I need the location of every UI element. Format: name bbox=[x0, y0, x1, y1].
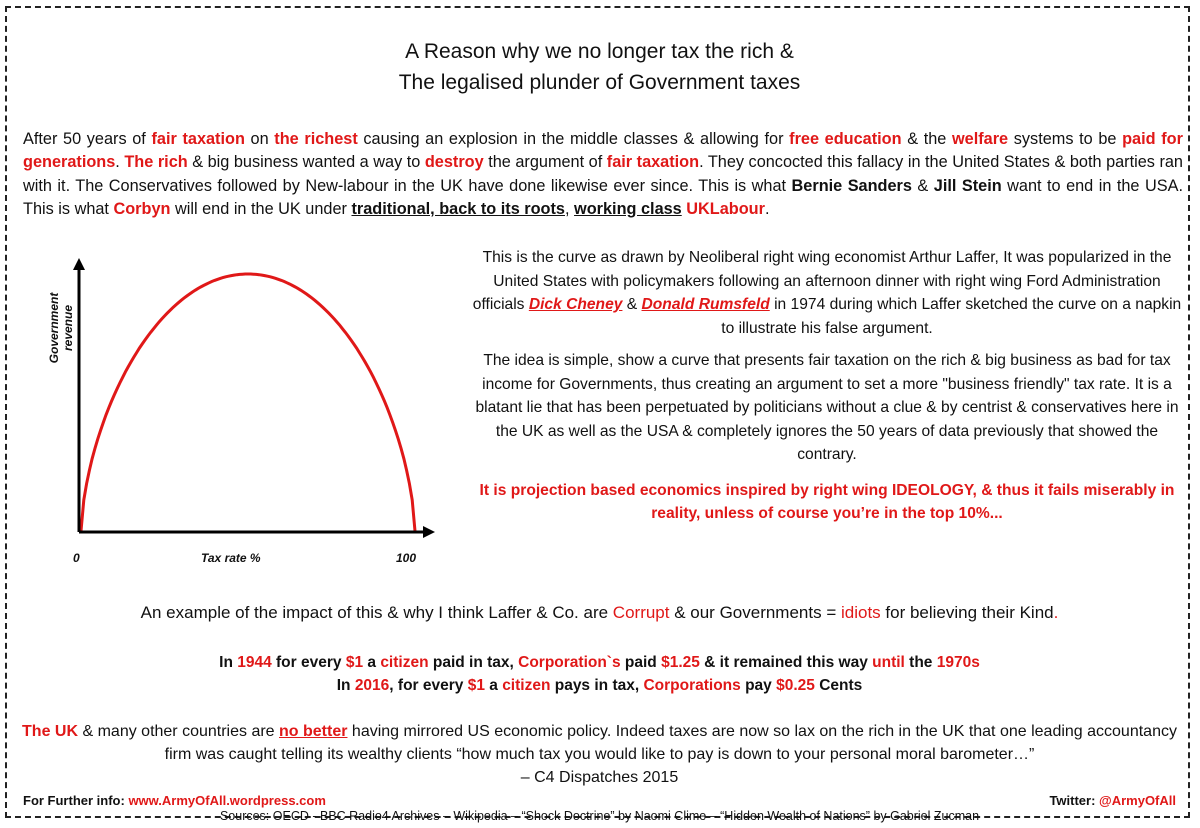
text: on bbox=[244, 130, 275, 148]
emphasis: $1.25 bbox=[661, 654, 700, 671]
name-link: Dick Cheney bbox=[528, 296, 623, 313]
page-title bbox=[7, 36, 1192, 98]
chart-svg bbox=[29, 254, 449, 574]
title-line-2: The legalised plunder of Government taxes bbox=[398, 71, 801, 94]
closing-attribution: – C4 Dispatches 2015 bbox=[520, 769, 679, 786]
text: want to end in the USA. This is what bbox=[23, 176, 1183, 218]
sources-line: Sources: OECD - BBC Radio4 Archives – Wikipedia – “Shock Doctrine” by Naomi Clime – “Hidden Wealth of Nations” by Gabriel Zucman bbox=[219, 809, 980, 823]
text: This is the curve as drawn by Neoliberal right wing economist Arthur Laffer, It was popularized in the United States with policymakers following an afternoon dinner with right wing Ford Administration officials bbox=[472, 249, 1172, 313]
text: . They concocted this fallacy in the United States & both parties ran with it. The Conservatives followed by New-labour in the UK have done likewise ever since. This is what bbox=[23, 153, 1183, 195]
x-axis-label: Tax rate % bbox=[201, 551, 261, 565]
y-axis-arrow bbox=[73, 258, 85, 270]
title-line-1: A Reason why we no longer tax the rich & bbox=[405, 40, 794, 63]
text: a bbox=[484, 677, 503, 694]
emphasis: destroy bbox=[424, 153, 484, 172]
emphasis: 1970s bbox=[936, 654, 980, 671]
emphasis: no better bbox=[279, 723, 348, 740]
text: & bbox=[911, 176, 934, 195]
text: the argument of bbox=[483, 153, 607, 172]
text: In bbox=[219, 654, 238, 671]
tax-comparison bbox=[7, 651, 1192, 697]
text: . bbox=[764, 199, 770, 218]
example-heading bbox=[7, 603, 1192, 623]
text: a bbox=[363, 654, 381, 671]
emphasis: The rich bbox=[124, 153, 188, 172]
emphasis: fair taxation bbox=[606, 153, 700, 172]
text: paid in tax, bbox=[428, 654, 519, 671]
text: paid bbox=[620, 654, 662, 671]
y-axis-label: Government revenue bbox=[47, 292, 75, 364]
text: for every bbox=[271, 654, 346, 671]
emphasis: . bbox=[1053, 603, 1059, 622]
text: for believing their Kind bbox=[880, 603, 1054, 622]
laffer-curve-chart bbox=[29, 254, 449, 574]
stat-line-2016 bbox=[7, 674, 1192, 697]
text: , bbox=[564, 199, 575, 218]
emphasis: Corporation`s bbox=[518, 654, 621, 671]
text: & many other countries are bbox=[78, 723, 280, 740]
emphasis: welfare bbox=[952, 130, 1009, 148]
emphasis: fair taxation bbox=[151, 130, 245, 148]
text: pays in tax, bbox=[550, 677, 644, 694]
text: & it remained this way bbox=[699, 654, 873, 671]
x-tick-0: 0 bbox=[73, 551, 80, 565]
text: & the bbox=[901, 130, 952, 148]
emphasis: UKLabour bbox=[686, 199, 765, 218]
text: in 1974 during which Laffer sketched the curve on a napkin to illustrate his false argument. bbox=[721, 296, 1182, 337]
text: will end in the UK under bbox=[170, 199, 352, 218]
emphasis: $1 bbox=[467, 677, 485, 694]
text: & big business wanted a way to bbox=[187, 153, 425, 172]
underlined-text: traditional, back to its roots bbox=[351, 199, 565, 218]
text: & bbox=[622, 296, 642, 313]
idea-paragraph: The idea is simple, show a curve that presents fair taxation on the rich & big business as bad for tax income for Governments, thus creating an argument to set a more "business friendly" tax rate. It is a blatant lie that has been perpetuated by politicians without a clue & by centrist & conservatives here in the UK as well as the USA & completely ignores the 50 years of data previously that showed the contrary. bbox=[475, 352, 1179, 463]
emphasis: citizen bbox=[380, 654, 429, 671]
twitter-info bbox=[1049, 793, 1176, 808]
infographic-frame bbox=[5, 6, 1190, 823]
emphasis: 2016 bbox=[354, 677, 390, 694]
closing-paragraph bbox=[17, 720, 1182, 789]
emphasis: $1 bbox=[345, 654, 364, 671]
closing-text bbox=[17, 720, 1182, 766]
bold-name: Bernie Sanders bbox=[791, 176, 912, 195]
emphasis: until bbox=[872, 654, 905, 671]
laffer-curve-line bbox=[81, 274, 415, 531]
stat-line-1944 bbox=[7, 651, 1192, 674]
name-link: Donald Rumsfeld bbox=[641, 296, 770, 313]
emphasis: 1944 bbox=[237, 654, 272, 671]
bold-name: Jill Stein bbox=[933, 176, 1002, 195]
x-axis-arrow bbox=[423, 526, 435, 538]
text: the bbox=[904, 654, 937, 671]
text: After 50 years of bbox=[23, 130, 152, 148]
laffer-history-paragraph bbox=[472, 246, 1182, 340]
text: causing an explosion in the middle classes & allowing for bbox=[357, 130, 790, 148]
ideology-callout: It is projection based economics inspired by right wing IDEOLOGY, & thus it fails miserably in reality, unless of course you’re in the top 10%... bbox=[479, 481, 1175, 522]
emphasis: idiots bbox=[840, 603, 881, 622]
emphasis: Corporations bbox=[643, 677, 741, 694]
text: systems to be bbox=[1008, 130, 1123, 148]
text: An example of the impact of this & why I think Laffer & Co. are bbox=[140, 603, 613, 622]
explanation-column bbox=[472, 246, 1182, 535]
intro-paragraph bbox=[23, 128, 1183, 221]
text: Cents bbox=[814, 677, 863, 694]
website-link[interactable]: www.ArmyOfAll.wordpress.com bbox=[128, 793, 326, 808]
emphasis: $0.25 bbox=[776, 677, 815, 694]
text: having mirrored US economic policy. Indeed taxes are now so lax on the rich in the UK that one leading accountancy firm was caught telling its wealthy clients “how much tax you would like to pay is down to your personal moral barometer…” bbox=[164, 723, 1177, 763]
text: & our Governments = bbox=[669, 603, 841, 622]
x-tick-100: 100 bbox=[396, 551, 417, 565]
text: pay bbox=[740, 677, 777, 694]
emphasis: Corbyn bbox=[113, 199, 171, 218]
twitter-label: Twitter: bbox=[1049, 793, 1100, 808]
emphasis: paid for generations bbox=[23, 130, 1183, 172]
twitter-handle-link[interactable]: @ArmyOfAll bbox=[1099, 793, 1176, 808]
underlined-text: working class bbox=[574, 199, 682, 218]
text: . bbox=[115, 153, 125, 172]
emphasis: free education bbox=[789, 130, 902, 148]
info-label: For Further info: bbox=[23, 793, 129, 808]
further-info bbox=[23, 793, 326, 808]
text: In bbox=[336, 677, 355, 694]
text: , for every bbox=[389, 677, 468, 694]
emphasis: Corrupt bbox=[612, 603, 670, 622]
emphasis: the richest bbox=[274, 130, 358, 148]
emphasis: citizen bbox=[502, 677, 551, 694]
emphasis: The UK bbox=[22, 723, 79, 740]
